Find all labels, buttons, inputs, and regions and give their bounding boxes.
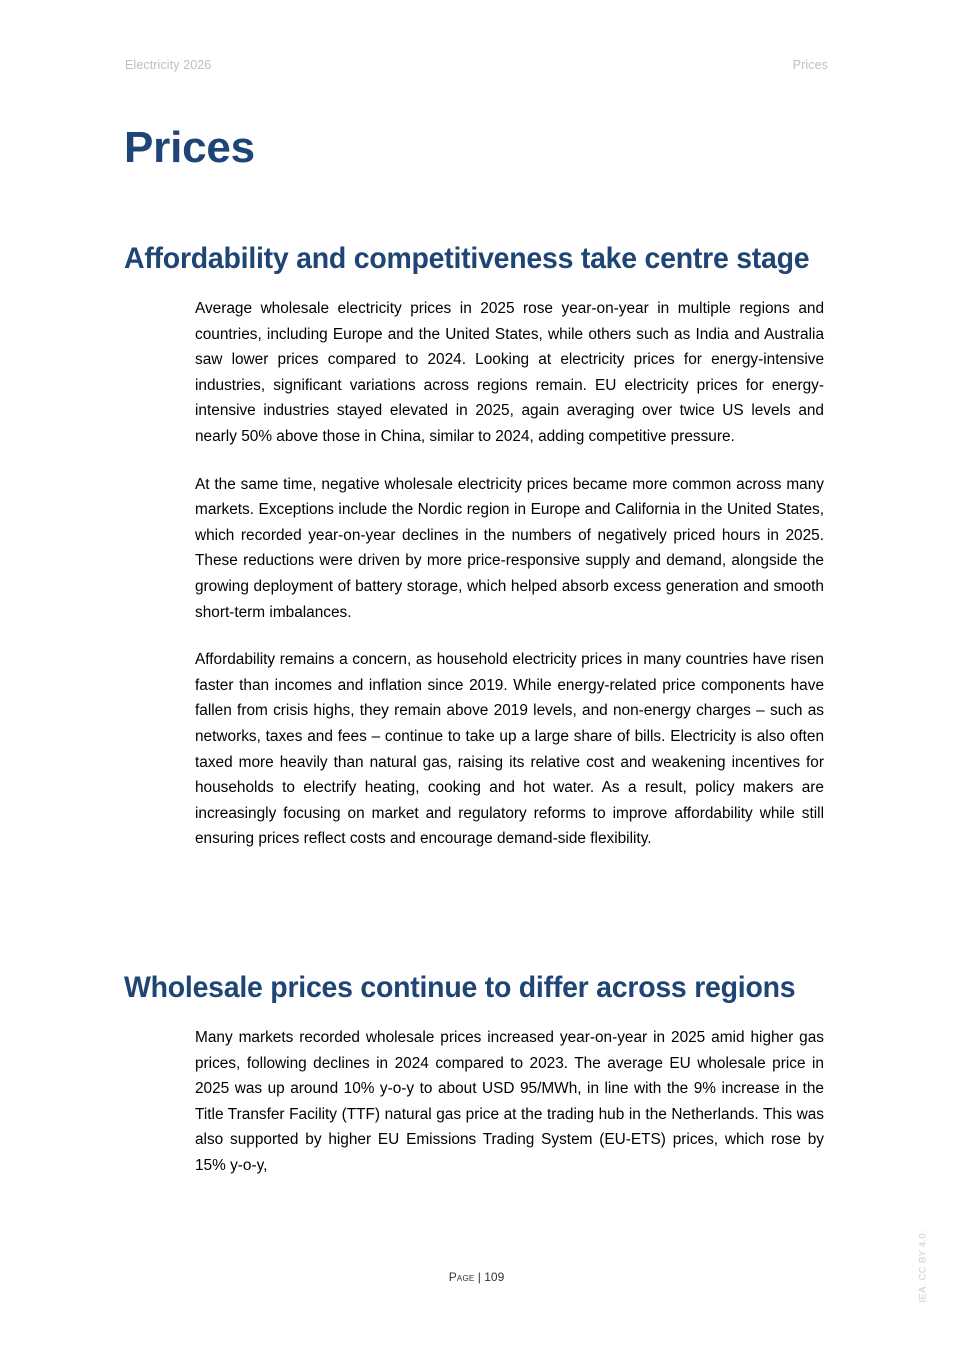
running-head (125, 57, 828, 73)
section-affordability (124, 240, 824, 852)
section-wholesale (124, 969, 824, 1179)
section-body-wholesale (195, 1025, 824, 1179)
page-title: Prices (124, 123, 255, 172)
footer-page-number: 109 (484, 1270, 505, 1284)
paragraph: Affordability remains a concern, as household electricity prices in many countries have risen faster than incomes and inflation since 2019. While energy-related price components have fallen from crisis highs, they remain above 2019 levels, and non-energy charges – such as networks, taxes and fees – continue to take up a large share of bills. Electricity is also often taxed more heavily than natural gas, raising its relative cost and weakening incentives for households to electrify heating, cooking and hot water. As a result, policy makers are increasingly focusing on market and regulatory reforms to improve affordability while still ensuring prices reflect costs and encourage demand-side flexibility. (195, 651, 824, 848)
running-head-left: Electricity 2026 (125, 58, 212, 72)
running-head-right: Prices (792, 58, 828, 72)
paragraph: Many markets recorded wholesale prices increased year-on-year in 2025 amid higher gas prices, following declines in 2024 compared to 2023. The average EU wholesale price in 2025 was up around 10% y-o-y to about USD 95/MWh, in line with the 9% increase in the Title Transfer Facility (TTF) natural gas price at the trading hub in the Netherlands. This was also supported by higher EU Emissions Trading System (EU-ETS) prices, which rose by 15% y-o-y, (195, 1029, 824, 1174)
footer-page-word: Page (448, 1270, 475, 1284)
section-body-affordability (195, 296, 824, 852)
paragraph: Average wholesale electricity prices in 2025 rose year-on-year in multiple regions and countries, including Europe and the United States, while others such as India and Australia saw lower prices compared to 2024. Looking at electricity prices for energy-intensive industries, significant variations across regions remain. EU electricity prices for energy-intensive industries stayed elevated in 2025, again averaging over twice US levels and nearly 50% above those in China, similar to 2024, adding competitive pressure. (195, 300, 824, 445)
footer-separator: | (477, 1270, 481, 1284)
paragraph: At the same time, negative wholesale electricity prices became more common across many markets. Exceptions include the Nordic region in Europe and California in the United States, which recorded year-on-year declines in the numbers of negatively priced hours in 2025. These reductions were driven by more price-responsive supply and demand, alongside the growing deployment of battery storage, which helped absorb excess generation and smooth short-term imbalances. (195, 475, 824, 621)
copyright-notice: IEA. CC BY 4.0. (917, 1230, 928, 1303)
section-heading-wholesale: Wholesale prices continue to differ across regions (124, 971, 796, 1004)
section-heading-affordability: Affordability and competitiveness take centre stage (124, 242, 810, 275)
page-footer (0, 1270, 953, 1284)
